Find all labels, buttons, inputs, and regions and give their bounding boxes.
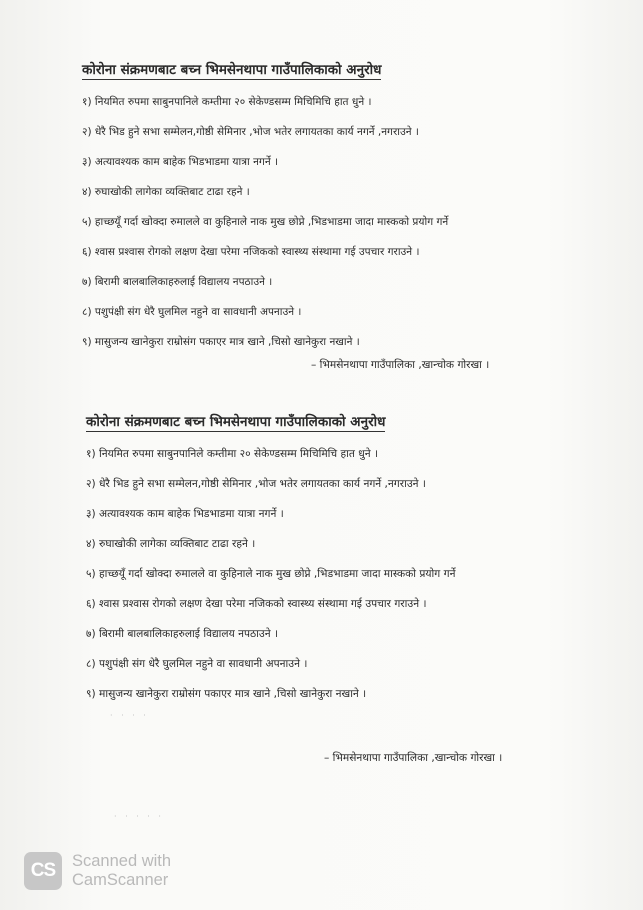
camscanner-logo-text: CS (30, 860, 56, 881)
notice-block-1 (82, 60, 582, 363)
notice-item: ५) हाच्छयूँ गर्दा खोक्दा रुमालले वा कुहिनाले नाक मुख छोप्ने ,भिडभाडमा जादा मास्कको प्रयोग गर्ने (86, 568, 456, 580)
notice-title-1 (82, 60, 582, 80)
notice-item: ९) मासुजन्य खानेकुरा राम्रोसंग पकाएर मात्र खाने ,चिसो खानेकुरा नखाने । (82, 336, 360, 348)
notice-item: ४) रुघाखोकी लागेका व्यक्तिबाट टाढा रहने । (82, 186, 250, 198)
notice-signature-2: – भिमसेनथापा गाउँपालिका ,खान्चोक गोरखा । (324, 752, 503, 764)
notice-item: २) धेरै भिड हुने सभा सम्मेलन,गोष्ठी सेमिनार ,भोज भतेर लगायतका कार्य नगर्ने ,नगराउने । (86, 478, 426, 490)
notice-item: ४) रुघाखोकी लागेका व्यक्तिबाट टाढा रहने । (86, 538, 256, 550)
scan-specks: · · · · (110, 711, 149, 720)
notice-item: १) नियमित रुपमा साबुनपानिले कम्तीमा २० सेकेण्डसम्म मिचिमिचि हात धुने । (82, 96, 372, 108)
notice-item: ५) हाच्छयूँ गर्दा खोक्दा रुमालले वा कुहिनाले नाक मुख छोप्ने ,भिडभाडमा जादा मास्कको प्रयोग गर्ने (82, 216, 449, 228)
scan-specks: · · · · · (114, 812, 164, 821)
notice-item: ७) बिरामी बालबालिकाहरुलाई विद्यालय नपठाउने । (82, 276, 273, 288)
notice-title-2 (86, 412, 586, 432)
notice-title-text: कोरोना संक्रमणबाट बच्न भिमसेनथापा गाउँपालिकाको अनुरोध (82, 62, 382, 78)
camscanner-logo (24, 852, 62, 890)
notice-signature-1: – भिमसेनथापा गाउँपालिका ,खान्चोक गोरखा । (311, 359, 490, 371)
watermark-line-2: CamScanner (72, 871, 169, 889)
notice-item: ८) पशुपंक्षी संग धेरै घुलमिल नहुने वा सावधानी अपनाउने । (86, 658, 308, 670)
notice-title-text: कोरोना संक्रमणबाट बच्न भिमसेनथापा गाउँपालिकाको अनुरोध (86, 414, 386, 430)
camscanner-text (72, 852, 171, 890)
notice-item: १) नियमित रुपमा साबुनपानिले कम्तीमा २० सेकेण्डसम्म मिचिमिचि हात धुने । (86, 448, 379, 460)
camscanner-watermark (24, 852, 171, 890)
notice-item: ९) मासुजन्य खानेकुरा राम्रोसंग पकाएर मात्र खाने ,चिसो खानेकुरा नखाने । (86, 688, 367, 700)
notice-item: ८) पशुपंक्षी संग धेरै घुलमिल नहुने वा सावधानी अपनाउने । (82, 306, 302, 318)
notice-item: ६) श्वास प्रश्वास रोगको लक्षण देखा परेमा नजिकको स्वास्थ्य संस्थामा गई उपचार गराउने । (86, 598, 427, 610)
notice-item: २) धेरै भिड हुने सभा सम्मेलन,गोष्ठी सेमिनार ,भोज भतेर लगायतका कार्य नगर्ने ,नगराउने । (82, 126, 419, 138)
notice-item: ६) श्वास प्रश्वास रोगको लक्षण देखा परेमा नजिकको स्वास्थ्य संस्थामा गई उपचार गराउने । (82, 246, 420, 258)
notice-item: ३) अत्यावश्यक काम बाहेक भिडभाडमा यात्रा नगर्ने । (82, 156, 278, 168)
notice-item: ३) अत्यावश्यक काम बाहेक भिडभाडमा यात्रा नगर्ने । (86, 508, 284, 520)
notice-block-2 (86, 412, 586, 715)
notice-item: ७) बिरामी बालबालिकाहरुलाई विद्यालय नपठाउने । (86, 628, 278, 640)
watermark-line-1: Scanned with (72, 852, 172, 870)
